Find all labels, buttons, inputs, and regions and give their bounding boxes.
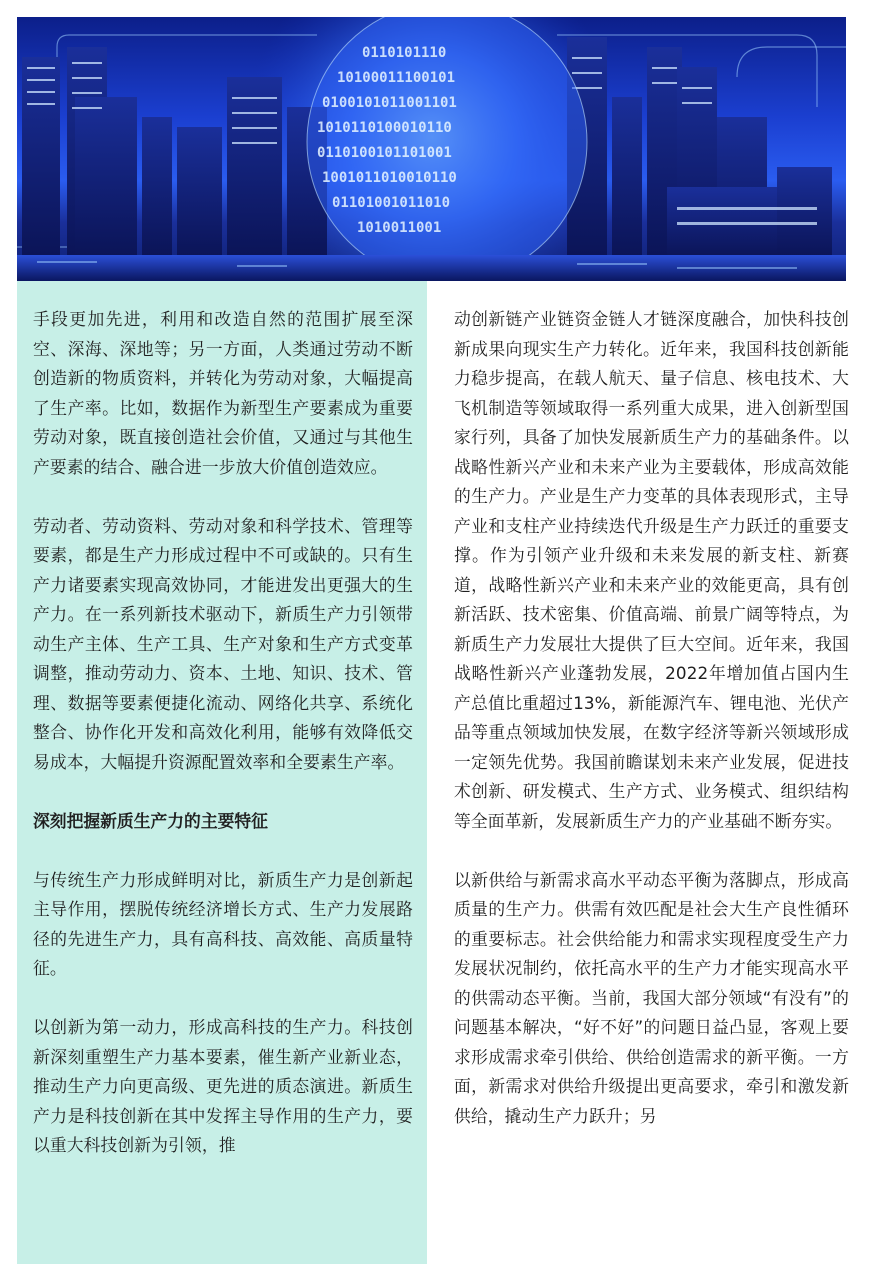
svg-text:01101001011010: 01101001011010 <box>332 195 451 211</box>
left-paragraph-4: 以创新为第一动力，形成高科技的生产力。科技创新深刻重塑生产力基本要素，催生新产业新业态，推动生产力向更高级、更先进的质态演进。新质生产力是科技创新在其中发挥主导作用的生产力，要以重大科技创新为引领，推 <box>33 1017 413 1155</box>
right-paragraph-2: 以新供给与新需求高水平动态平衡为落脚点，形成高质量的生产力。供需有效匹配是社会大生产良性循环的重要标志。社会供给能力和需求实现程度受生产力发展状况制约，依托高水平的生产力才能实现高水平的供需动态平衡。当前，我国大部分领域“有没有”的问题基本解决，“好不好”的问题日益凸显，客观上要求形成需求牵引供给、供给创造需求的新平衡。一方面，新需求对供给升级提出更高要求，牵引和激发新供给，撬动生产力跃升；另 <box>454 869 849 1126</box>
right-paragraph-1: 动创新链产业链资金链人才链深度融合，加快科技创新成果向现实生产力转化。近年来，我国科技创新能力稳步提高，在载人航天、量子信息、核电技术、大飞机制造等领域取得一系列重大成果，进入创新型国家行列，具备了加快发展新质生产力的基础条件。以战略性新兴产业和未来产业为主要载体，形成高效能的生产力。产业是生产力变革的具体表现形式，主导产业和支柱产业持续迭代升级是生产力跃迁的重要支撑。作为引领产业升级和未来发展的新支柱、新赛道，战略性新兴产业和未来产业的效能更高，具有创新活跃、技术密集、价值高端、前景广阔等特点，为新质生产力发展壮大提供了巨大空间。近年来，我国战略性新兴产业蓬勃发展，2022年增加值占国内生产总值比重超过13%，新能源汽车、锂电池、光伏产品等重点领域加快发展，在数字经济等新兴领域形成一定领先优势。我国前瞻谋划未来产业发展，促进技术创新、研发模式、生产方式、业务模式、组织结构等全面革新，发展新质生产力的产业基础不断夯实。 <box>454 309 849 831</box>
left-column-panel <box>17 281 427 1264</box>
left-paragraph-1: 手段更加先进，利用和改造自然的范围扩展至深空、深海、深地等；另一方面，人类通过劳动不断创造新的物质资料，并转化为劳动对象，大幅提高了生产率。比如，数据作为新型生产要素成为重要劳动对象，既直接创造社会价值，又通过与其他生产要素的结合、融合进一步放大价值创造效应。 <box>33 309 413 477</box>
binary-sphere <box>307 17 587 281</box>
city-skyline-illustration <box>17 17 846 281</box>
hero-image <box>17 17 846 281</box>
section-heading: 深刻把握新质生产力的主要特征 <box>33 810 268 831</box>
svg-text:0100101011001101: 0100101011001101 <box>322 95 457 111</box>
right-column-content <box>454 305 849 1131</box>
svg-text:0110101110: 0110101110 <box>362 45 447 61</box>
svg-text:1010011001: 1010011001 <box>357 220 442 236</box>
left-paragraph-3: 与传统生产力形成鲜明对比，新质生产力是创新起主导作用，摆脱传统经济增长方式、生产力发展路径的先进生产力，具有高科技、高效能、高质量特征。 <box>33 869 413 978</box>
svg-text:0110100101101001: 0110100101101001 <box>317 145 452 161</box>
left-skyline <box>22 47 327 257</box>
left-column-content <box>33 305 413 1161</box>
left-paragraph-2: 劳动者、劳动资料、劳动对象和科学技术、管理等要素，都是生产力形成过程中不可或缺的。只有生产力诸要素实现高效协同，才能进发出更强大的生产力。在一系列新技术驱动下，新质生产力引领带动生产主体、生产工具、生产对象和生产方式变革调整，推动劳动力、资本、土地、知识、技术、管理、数据等要素便捷化流动、网络化共享、系统化整合、协作化开发和高效化利用，能够有效降低交易成本，大幅提升资源配置效率和全要素生产率。 <box>33 515 413 772</box>
svg-text:1010110100010110: 1010110100010110 <box>317 120 452 136</box>
svg-text:10100011100101: 10100011100101 <box>337 70 456 86</box>
svg-text:1001011010010110: 1001011010010110 <box>322 170 457 186</box>
